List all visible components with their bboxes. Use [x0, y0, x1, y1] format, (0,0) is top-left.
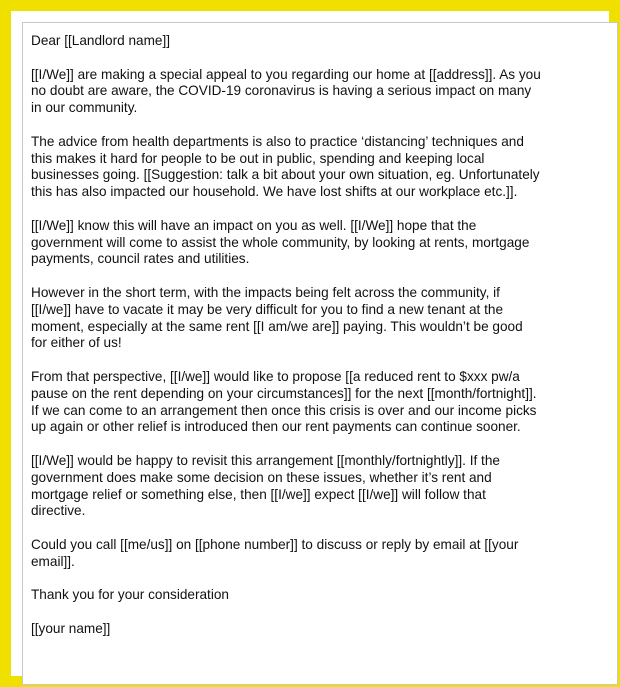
text-line: Could you call [[me/us]] on [[phone number]] to discuss or reply by email at [[your: [31, 536, 519, 552]
greeting: Dear [[Landlord name]]: [31, 33, 171, 48]
text-line: [[I/We]] would be happy to revisit this arrangement [[monthly/fortnightly]]. If the: [31, 452, 500, 468]
text-line: for either of us!: [31, 335, 122, 351]
text-line: The advice from health departments is also to practice ‘distancing’ techniques and: [31, 133, 524, 149]
text-line: directive.: [31, 503, 86, 519]
paragraph-5: [31, 369, 618, 436]
paragraph-3: [31, 218, 618, 268]
paragraph-6: [31, 453, 618, 520]
text-line: moment, especially at the same rent [[I am/we are]] paying. This wouldn’t be good: [31, 318, 523, 334]
text-line: pause on the rent depending on your circumstances]] for the next [[month/fortnight]].: [31, 385, 537, 401]
signature: [[your name]]: [31, 620, 111, 636]
text-line: [[I/We]] are making a special appeal to you regarding our home at [[address]]. As you: [31, 66, 541, 82]
text-line: From that perspective, [[I/we]] would like to propose [[a reduced rent to $xxx pw/a: [31, 368, 520, 384]
text-line: this has also impacted our household. We have lost shifts at our workplace etc.]].: [31, 184, 518, 200]
text-line: However in the short term, with the impacts being felt across the community, if: [31, 284, 500, 300]
closing: Thank you for your consideration: [31, 587, 229, 603]
text-line: government does make some decision on these issues, whether it’s rent and: [31, 469, 492, 485]
text-line: businesses going. [[Suggestion: talk a bit about your own situation, eg. Unfortunately: [31, 167, 540, 183]
text-line: government will come to assist the whole community, by looking at rents, mortgage: [31, 234, 530, 250]
text-line: up again or other relief is introduced then our rent payments can continue sooner.: [31, 419, 521, 435]
paragraph-4: [31, 285, 618, 352]
paragraph-1: [31, 67, 618, 117]
document-page: [22, 22, 618, 685]
text-line: If we can come to an arrangement then once this crisis is over and our income picks: [31, 402, 537, 418]
text-line: email]].: [31, 553, 75, 569]
text-line: [[I/We]] know this will have an impact on you as well. [[I/We]] hope that the: [31, 217, 477, 233]
letter-body[interactable]: [31, 33, 618, 654]
paragraph-7: [31, 537, 618, 571]
text-line: mortgage relief or something else, then [[I/we]] expect [[I/we]] will follow that: [31, 486, 486, 502]
paragraph-2: [31, 134, 618, 201]
text-line: payments, council rates and utilities.: [31, 251, 250, 267]
text-line: [[I/we]] have to vacate it may be very difficult for you to find a new tenant at the: [31, 301, 504, 317]
text-line: this makes it hard for people to be out in public, spending and keeping local: [31, 150, 485, 166]
text-line: no doubt are aware, the COVID-19 coronavirus is having a serious impact on many: [31, 83, 532, 99]
text-line: in our community.: [31, 100, 138, 116]
